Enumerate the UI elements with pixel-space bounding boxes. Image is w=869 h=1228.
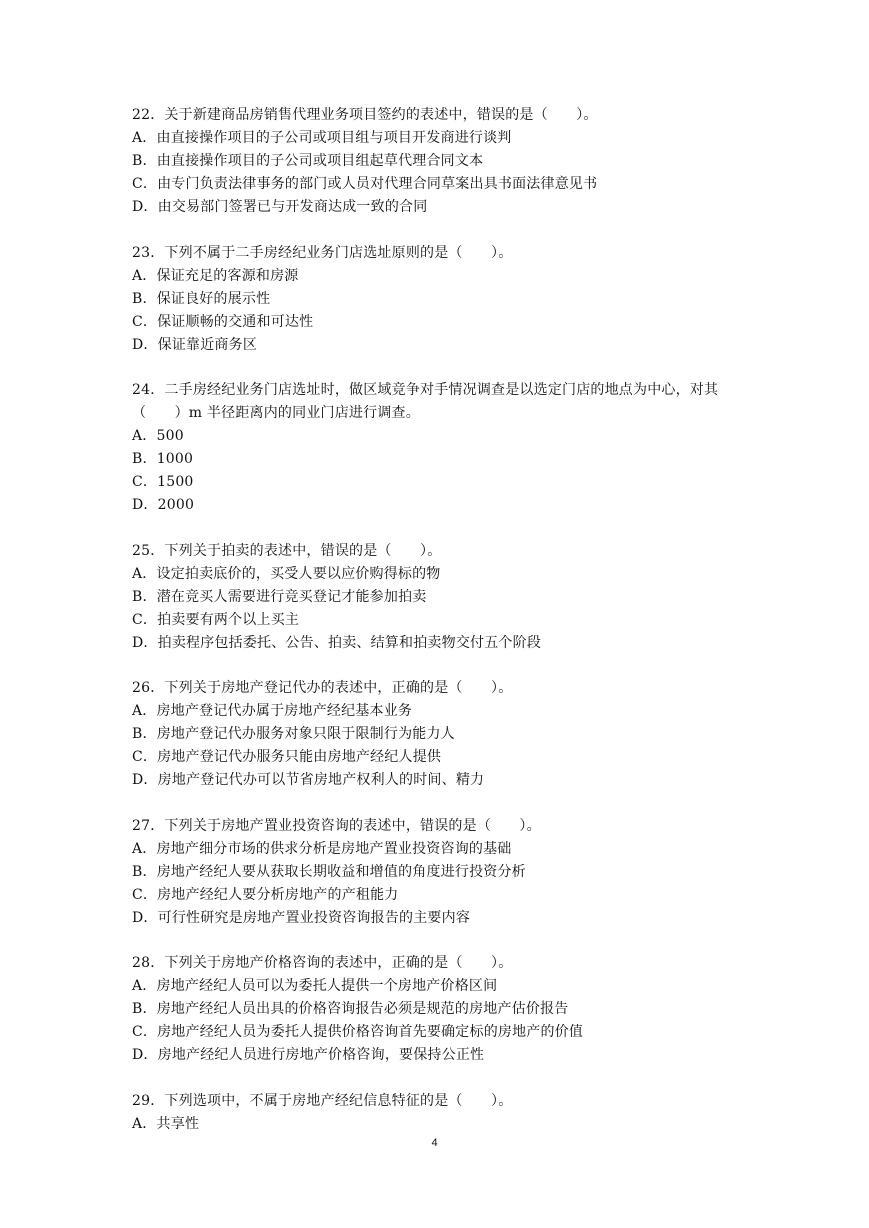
option-b: B．潜在竞买人需要进行竞买登记才能参加拍卖 <box>132 588 427 605</box>
option-c: C．由专门负责法律事务的部门或人员对代理合同草案出具书面法律意见书 <box>132 176 598 192</box>
question-stem: 27．下列关于房地产置业投资咨询的表述中，错误的是（ ）。 <box>132 817 541 834</box>
question-stem: 29．下列选项中，不属于房地产经纪信息特征的是（ ）。 <box>132 1092 513 1109</box>
option-d: D．房地产登记代办可以节省房地产权利人的时间、精力 <box>132 772 485 788</box>
option-d: D．由交易部门签署已与开发商达成一致的合同 <box>132 199 428 215</box>
question-24 <box>132 379 752 517</box>
question-29 <box>132 1090 752 1136</box>
option-d: D．拍卖程序包括委托、公告、拍卖、结算和拍卖物交付五个阶段 <box>132 634 542 651</box>
question-stem: 28．下列关于房地产价格咨询的表述中，正确的是（ ）。 <box>132 955 513 971</box>
option-c: C．拍卖要有两个以上买主 <box>132 611 300 628</box>
option-d: D．保证靠近商务区 <box>132 336 258 353</box>
option-a: A．房地产细分市场的供求分析是房地产置业投资咨询的基础 <box>132 840 512 857</box>
question-23 <box>132 242 752 357</box>
option-d: D．2000 <box>132 497 195 513</box>
question-stem: 24．二手房经纪业务门店选址时，做区域竞争对手情况调查是以选定门店的地点为中心，对其（ ）m 半径距离内的同业门店进行调查。 <box>132 382 719 421</box>
option-b: B．房地产经纪人员出具的价格咨询报告必须是规范的房地产估价报告 <box>132 1001 569 1017</box>
option-c: C．1500 <box>132 474 194 490</box>
option-a: A．500 <box>132 428 184 444</box>
option-a: A．共享性 <box>132 1115 200 1132</box>
option-c: C．房地产登记代办服务只能由房地产经纪人提供 <box>132 749 442 765</box>
question-list <box>132 104 752 1158</box>
option-c: C．房地产经纪人要分析房地产的产租能力 <box>132 886 399 903</box>
option-a: A．由直接操作项目的子公司或项目组与项目开发商进行谈判 <box>132 130 512 146</box>
option-b: B．保证良好的展示性 <box>132 290 271 307</box>
option-b: B．由直接操作项目的子公司或项目组起草代理合同文本 <box>132 153 484 169</box>
question-stem: 22．关于新建商品房销售代理业务项目签约的表述中，错误的是（ ）。 <box>132 107 598 123</box>
option-d: D．可行性研究是房地产置业投资咨询报告的主要内容 <box>132 909 471 926</box>
option-d: D．房地产经纪人员进行房地产价格咨询，要保持公正性 <box>132 1047 485 1063</box>
option-a: A．设定拍卖底价的，买受人要以应价购得标的物 <box>132 565 441 582</box>
question-stem: 26．下列关于房地产登记代办的表述中，正确的是（ ）。 <box>132 680 513 696</box>
option-b: B．1000 <box>132 451 194 467</box>
question-stem: 23．下列不属于二手房经纪业务门店选址原则的是（ ）。 <box>132 244 513 261</box>
option-b: B．房地产经纪人要从获取长期收益和增值的角度进行投资分析 <box>132 863 526 880</box>
question-26 <box>132 677 752 792</box>
question-27 <box>132 815 752 930</box>
option-c: C．房地产经纪人员为委托人提供价格咨询首先要确定标的房地产的价值 <box>132 1024 584 1040</box>
option-a: A．房地产经纪人员可以为委托人提供一个房地产价格区间 <box>132 978 498 994</box>
question-28 <box>132 952 752 1067</box>
option-b: B．房地产登记代办服务对象只限于限制行为能力人 <box>132 726 455 742</box>
option-c: C．保证顺畅的交通和可达性 <box>132 313 314 330</box>
option-a: A．房地产登记代办属于房地产经纪基本业务 <box>132 703 413 719</box>
question-25 <box>132 540 752 655</box>
question-22 <box>132 104 752 219</box>
option-a: A．保证充足的客源和房源 <box>132 267 299 284</box>
page-number: 4 <box>431 1137 438 1149</box>
question-stem: 25．下列关于拍卖的表述中，错误的是（ ）。 <box>132 542 442 559</box>
